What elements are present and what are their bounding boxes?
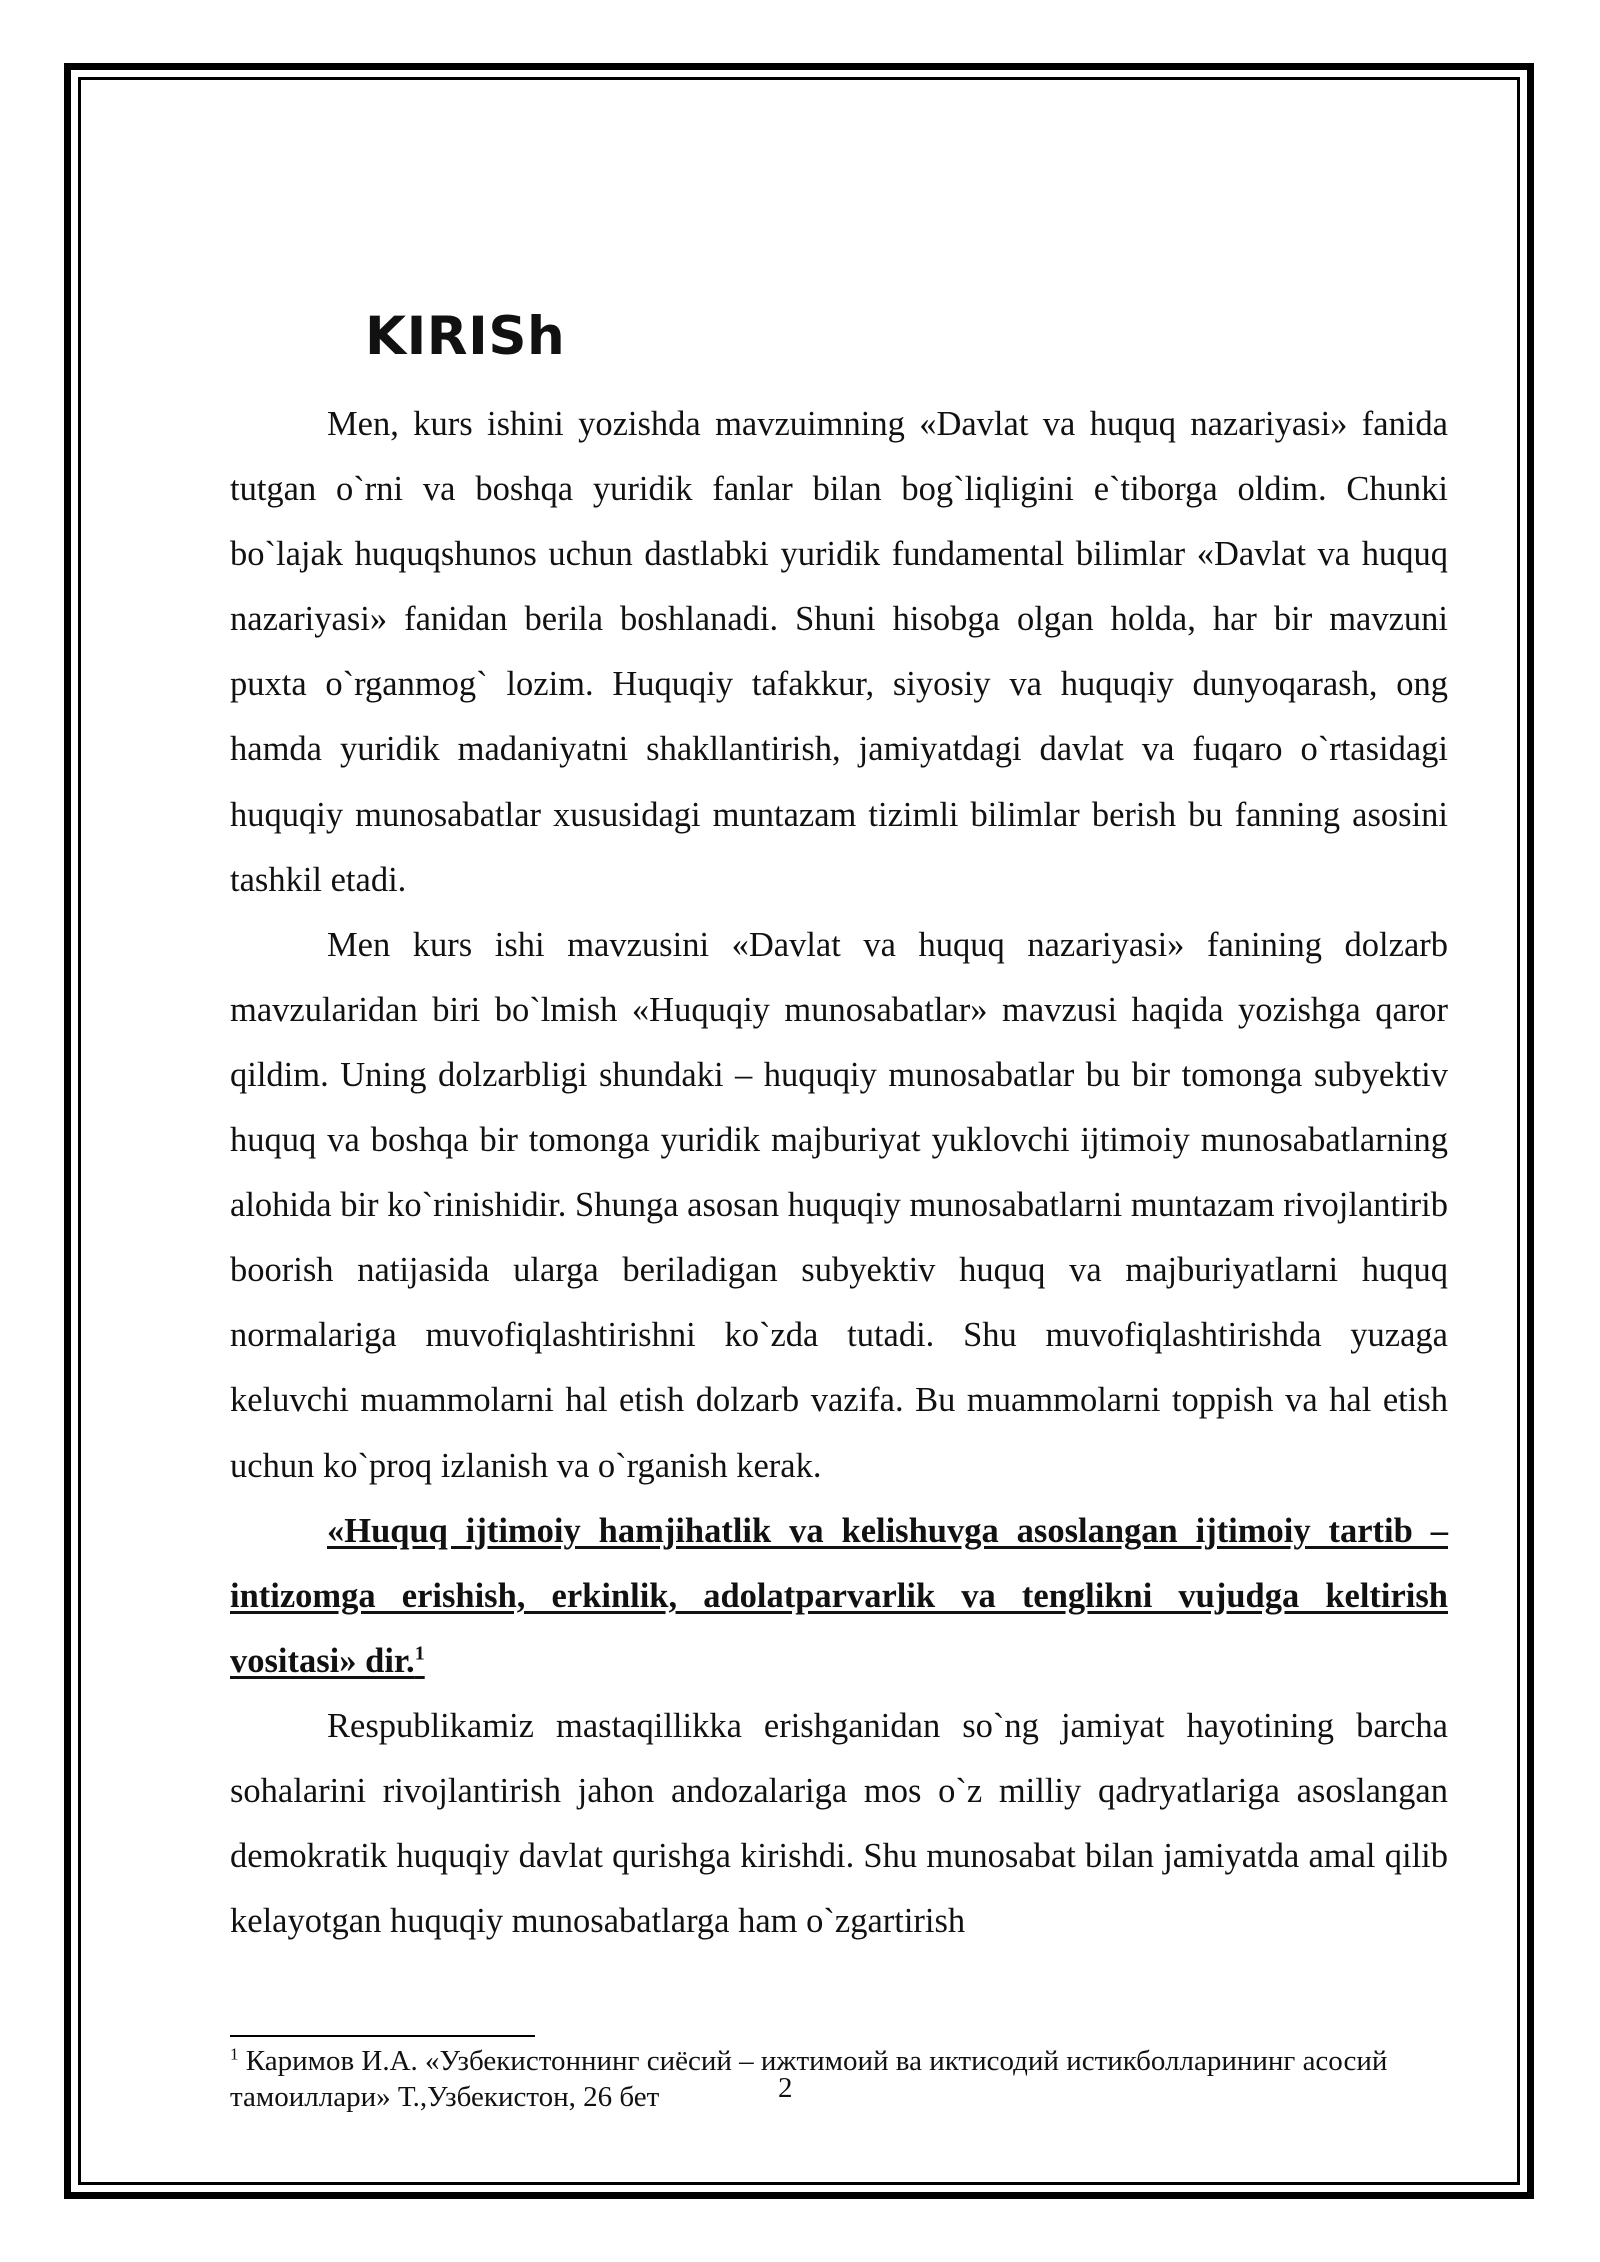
footnote-text: Каримов И.А. «Узбекистоннинг сиёсий – ижтимоий ва иктисодий истикболларининг асосий тамоиллари» Т.,Узбекистон, 26 бет — [230, 2045, 1388, 2113]
footnote-ref[interactable]: 1 — [414, 1642, 425, 1665]
quote-body: «Huquq ijtimoiy hamjihatlik va kelishuvga asoslangan ijtimoiy tartib – intizomga erishish, erkinlik, adolatparvarlik va tenglikni vujudga keltirish vositasi» dir. — [230, 1511, 1448, 1680]
footnote-marker: 1 — [230, 2044, 239, 2064]
page-number: 2 — [778, 2072, 793, 2104]
paragraph-1: Men, kurs ishini yozishda mavzuimning «Davlat va huquq nazariyasi» fanida tutgan o`rni va boshqa yuridik fanlar bilan bog`liqligini e`tiborga oldim. Chunki bo`lajak huquqshunos uchun dastlabki yuridik fundamental bilimlar «Davlat va huquq nazariyasi» fanidan berila boshlanadi. Shuni hisobga olgan holda, har bir mavzuni puxta o`rganmog` lozim. Huquqiy tafakkur, siyosiy va huquqiy dunyoqarash, ong hamda yuridik madaniyatni shakllantirish, jamiyatdagi davlat va fuqaro o`rtasidagi huquqiy munosabatlar xususidagi muntazam tizimli bilimlar berish bu fanning asosini tashkil etadi. — [230, 405, 1448, 899]
footnote — [230, 2043, 1448, 2115]
quote-paragraph — [230, 1499, 1448, 1694]
document-body — [230, 290, 1448, 1954]
footnote-separator — [230, 2035, 535, 2037]
quote-text — [230, 1512, 1448, 1680]
page-title: KIRISh — [365, 306, 566, 367]
paragraph-3: Respublikamiz mastaqillikka erishganidan so`ng jamiyat hayotining barcha sohalarini rivojlantirish jahon andozalariga mos o`z milliy qadryatlariga asoslangan demokratik huquqiy davlat qurishga kirishdi. Shu munosabat bilan jamiyatda amal qilib kelayotgan huquqiy munosabatlarga ham o`zgartirish — [230, 1706, 1448, 1941]
paragraph-2: Men kurs ishi mavzusini «Davlat va huquq nazariyasi» fanining dolzarb mavzularidan biri bo`lmish «Huquqiy munosabatlar» mavzusi haqida yozishga qaror qildim. Uning dolzarbligi shundaki – huquqiy munosabatlar bu bir tomonga subyektiv huquq va boshqa bir tomonga yuridik majburiyat yuklovchi ijtimoiy munosabatlarning alohida bir ko`rinishidir. Shunga asosan huquqiy munosabatlarni muntazam rivojlantirib boorish natijasida ularga beriladigan subyektiv huquq va majburiyatlarni huquq normalariga muvofiqlashtirishni ko`zda tutadi. Shu muvofiqlashtirishda yuzaga keluvchi muammolarni hal etish dolzarb vazifa. Bu muammolarni toppish va hal etish uchun ko`proq izlanish va o`rganish kerak. — [230, 925, 1448, 1485]
